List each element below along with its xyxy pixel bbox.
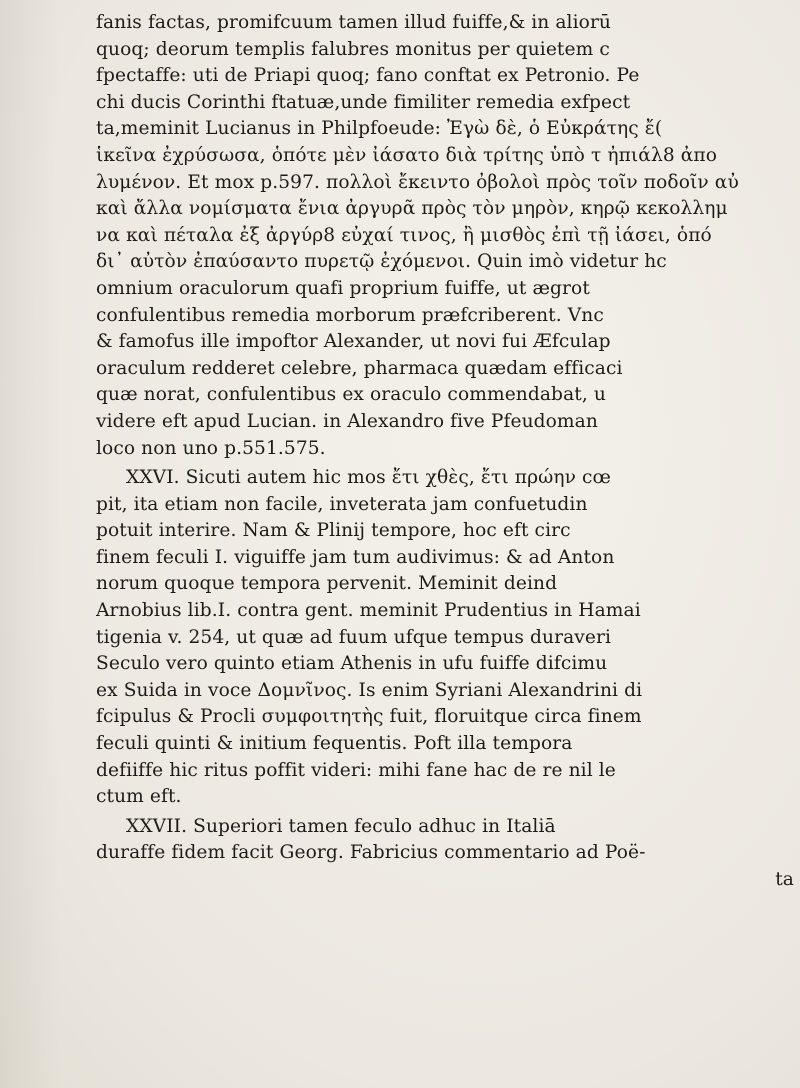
greek-text-line: καὶ ἄλλα νομίσματα ἔνια ἀργυρᾶ πρὸς τὸν μηρὸν, κηρῷ κεκολλημ xyxy=(96,198,728,220)
body-text xyxy=(96,10,800,894)
text-line: fcipulus & Procli συμφοιτητὴς fuit, floruitque circa finem xyxy=(96,706,642,728)
text-line: Seculo vero quinto etiam Athenis in ufu fuiffe difcimu xyxy=(96,653,608,675)
greek-text-line: να καὶ πέταλα ἐξ ἀργύρ8 εὐχαί τινος, ἢ μισθὸς ἐπὶ τῇ ἰάσει, ὁπό xyxy=(96,224,712,246)
text-line: videre eft apud Lucian. in Alexandro five Pfeudoman xyxy=(96,410,598,432)
text-line: Arnobius lib.I. contra gent. meminit Prudentius in Hamai xyxy=(96,600,641,622)
text-line: quæ norat, confulentibus ex oraculo commendabat, u xyxy=(96,384,606,406)
text-line: ex Suida in voce Δομνῖνος. Is enim Syriani Alexandrini di xyxy=(96,679,643,701)
text-line: finem feculi I. viguiffe jam tum audivimus: & ad Anton xyxy=(96,546,615,568)
text-line: ctum eft. xyxy=(96,786,182,808)
greek-text-line: ἱκεῖνα ἐχρύσωσα, ὁπότε μὲν ἰάσατο διὰ τρίτης ὑπὸ τ ἠπιάλ8 ἀπο xyxy=(96,144,718,166)
text-line: potuit interire. Nam & Plinij tempore, hoc eft circ xyxy=(96,520,571,542)
section-heading-line: XXVI. Sicuti autem hic mos ἔτι χθὲς, ἔτι πρώην cœ xyxy=(126,467,612,489)
text-line: confulentibus remedia morborum præfcriberent. Vnc xyxy=(96,304,604,326)
text-line: ta,meminit Lucianus in Philpfoeude: Ἐγὼ δὲ, ὁ Εὐκράτης ἔ( xyxy=(96,118,663,140)
section-heading-line: XXVII. Superiori tamen feculo adhuc in Italiā xyxy=(126,815,556,837)
text-line: defiiffe hic ritus poffit videri: mihi fane hac de re nil le xyxy=(96,759,616,781)
text-line: omnium oraculorum quafi proprium fuiffe, ut ægrot xyxy=(96,277,590,299)
text-line: δι᾽ αὐτὸν ἐπαύσαντο πυρετῷ ἐχόμενοι. Quin imò videtur hc xyxy=(96,251,667,273)
text-line: λυμένον. Et mox p.597. πολλοὶ ἔκειντο ὀβολοὶ πρὸς τοῖν ποδοῖν αὐ xyxy=(96,171,739,193)
text-line: loco non uno p.551.575. xyxy=(96,437,326,459)
text-line: duraffe fidem facit Georg. Fabricius commentario ad Poë- xyxy=(96,842,646,864)
text-line: fanis factas, promifcuum tamen illud fuiffe,& in aliorū xyxy=(96,12,612,33)
text-line: pit, ita etiam non facile, inveterata jam confuetudin xyxy=(96,493,588,515)
text-line: quoq; deorum templis falubres monitus per quietem c xyxy=(96,38,610,60)
text-line: fpectaffe: uti de Priapi quoq; fano conftat ex Petronio. Pe xyxy=(96,65,640,87)
text-line: norum quoque tempora pervenit. Meminit deind xyxy=(96,573,558,595)
text-line: oraculum redderet celebre, pharmaca quædam efficaci xyxy=(96,357,623,379)
binding-shadow xyxy=(0,0,60,1088)
text-line: feculi quinti & initium fequentis. Poft illa tempora xyxy=(96,733,573,755)
text-line: & famofus ille impoftor Alexander, ut novi fui Æfculap xyxy=(96,331,611,353)
catchword: ta xyxy=(775,869,794,890)
text-line: chi ducis Corinthi ftatuæ,unde fimiliter remedia exfpect xyxy=(96,91,631,113)
text-line: tigenia v. 254, ut quæ ad fuum ufque tempus duraveri xyxy=(96,626,612,648)
